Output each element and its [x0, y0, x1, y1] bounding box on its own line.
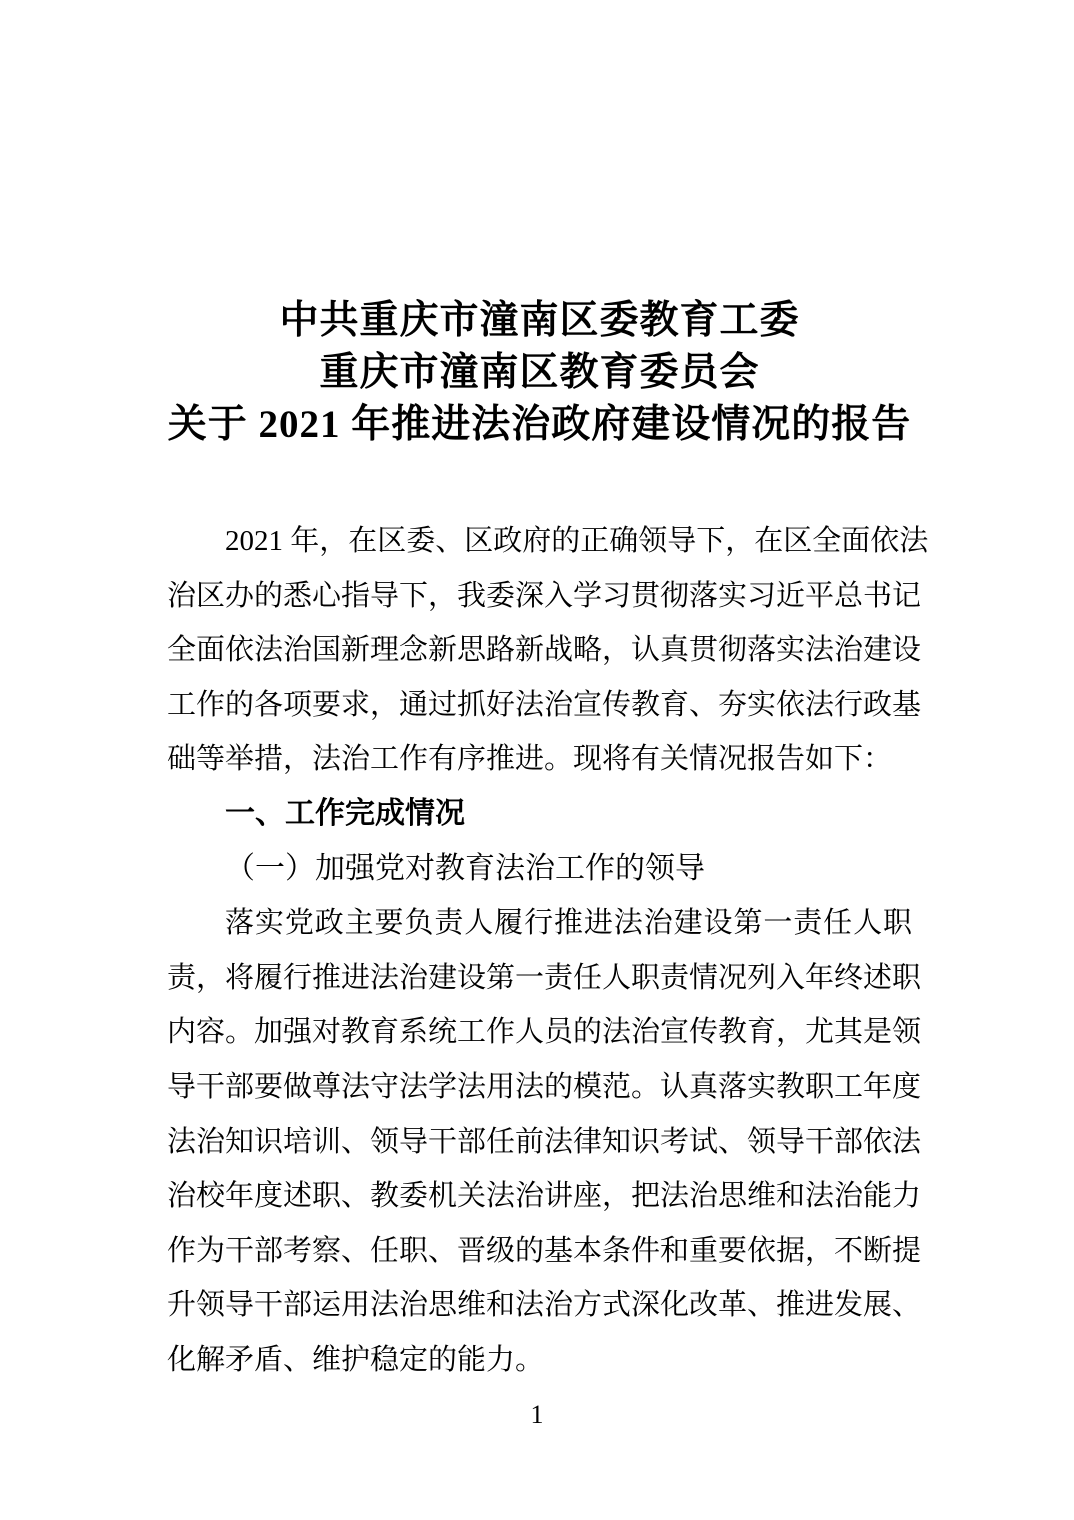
body-line: 法治知识培训、领导干部任前法律知识考试、领导干部依法	[167, 1125, 922, 1158]
body-line: 责，将履行推进法治建设第一责任人职责情况列入年终述职	[167, 961, 922, 994]
body-line: 升领导干部运用法治思维和法治方式深化改革、推进发展、	[167, 1289, 922, 1322]
body-line: 落实党政主要负责人履行推进法治建设第一责任人职	[225, 907, 912, 940]
body-line: 化解矛盾、维护稳定的能力。	[167, 1343, 545, 1376]
body-line: 2021 年，在区委、区政府的正确领导下，在区全面依法	[225, 525, 929, 557]
section-heading: 一、工作完成情况	[225, 796, 465, 830]
body-line: 全面依法治国新理念新思路新战略，认真贯彻落实法治建设	[167, 634, 922, 667]
page-number: 1	[530, 1400, 544, 1429]
title-line: 关于 2021 年推进法治政府建设情况的报告	[167, 403, 912, 446]
document-title	[167, 295, 912, 451]
body-line: 导干部要做尊法守法学法用法的模范。认真落实教职工年度	[167, 1070, 922, 1103]
body-line: 作为干部考察、任职、晋级的基本条件和重要依据，不断提	[167, 1234, 922, 1267]
body-line: 内容。加强对教育系统工作人员的法治宣传教育，尤其是领	[167, 1016, 922, 1049]
body-line: 工作的各项要求，通过抓好法治宣传教育、夯实依法行政基	[167, 688, 922, 721]
body-line: 治校年度述职、教委机关法治讲座，把法治思维和法治能力	[167, 1180, 922, 1213]
body-line: 础等举措，法治工作有序推进。现将有关情况报告如下：	[167, 743, 893, 776]
document-body	[167, 514, 929, 1388]
title-line: 中共重庆市潼南区委教育工委	[279, 299, 800, 342]
body-line: 治区办的悉心指导下，我委深入学习贯彻落实习近平总书记	[167, 579, 922, 612]
subsection-heading: （一）加强党对教育法治工作的领导	[225, 851, 705, 885]
title-line: 重庆市潼南区教育委员会	[319, 351, 760, 394]
